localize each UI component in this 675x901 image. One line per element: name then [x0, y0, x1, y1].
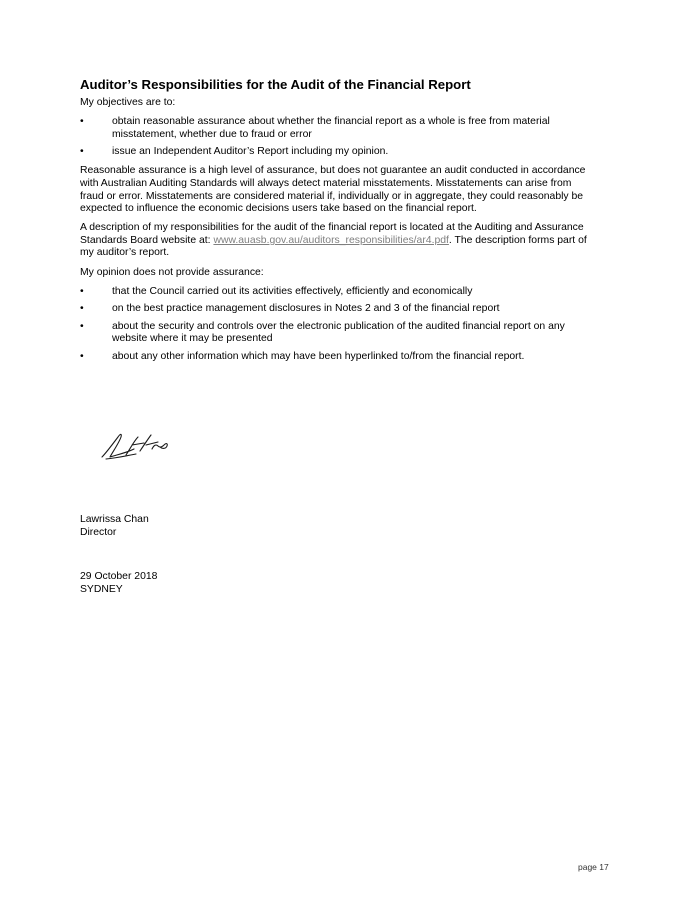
no-assurance-intro: My opinion does not provide assurance:	[80, 266, 264, 278]
reasonable-assurance-paragraph: Reasonable assurance is a high level of assurance, but does not guarantee an audit conducted in accordance with Australian Auditing Standards will always detect material misstatements. Misstatements can arise from fraud or error. Misstatements are considered material if, individually or in aggregate, they could reasonably be expected to influence the economic decisions users take based on the financial report.	[80, 165, 586, 215]
report-location: SYDNEY	[80, 583, 123, 595]
objectives-list	[80, 116, 595, 159]
bullet-icon: •	[80, 146, 84, 158]
list-item	[80, 146, 595, 159]
list-item-text: about any other information which may have been hyperlinked to/from the financial report.	[112, 351, 525, 362]
no-assurance-list	[80, 286, 595, 364]
list-item-text: on the best practice management disclosures in Notes 2 and 3 of the financial report	[112, 303, 500, 315]
list-item-text: obtain reasonable assurance about whether the financial report as a whole is free from material misstatement, whether due to fraud or error	[112, 116, 550, 140]
report-date: 29 October 2018	[80, 571, 158, 582]
signature-icon	[96, 425, 176, 465]
signatory-block	[80, 514, 149, 539]
bullet-icon: •	[80, 351, 84, 362]
page-number: page 17	[578, 862, 609, 872]
bullet-icon: •	[80, 320, 84, 332]
list-item	[80, 351, 595, 364]
signatory-title: Director	[80, 526, 117, 538]
list-item	[80, 303, 595, 316]
description-paragraph	[80, 222, 595, 260]
date-location-block	[80, 571, 157, 596]
signatory-name: Lawrissa Chan	[80, 514, 149, 525]
list-item	[80, 286, 595, 299]
bullet-icon: •	[80, 303, 84, 315]
list-item-text: issue an Independent Auditor’s Report including my opinion.	[112, 146, 389, 158]
bullet-icon: •	[80, 285, 84, 297]
objectives-intro: My objectives are to:	[80, 97, 176, 108]
list-item-text: about the security and controls over the electronic publication of the audited financial report on any website where it may be presented	[112, 320, 565, 345]
list-item	[80, 116, 595, 141]
description-text-before: A description of my responsibilities for the audit of the financial report is located at the Auditing and Assurance Standards Board website at:	[80, 222, 584, 246]
description-text-after: . The description forms part of my auditor’s report.	[80, 234, 587, 259]
list-item-text: that the Council carried out its activities effectively, efficiently and economically	[112, 285, 473, 297]
main-content	[80, 77, 595, 370]
section-heading: Auditor’s Responsibilities for the Audit of the Financial Report	[80, 77, 471, 92]
auasb-link[interactable]: www.auasb.gov.au/auditors_responsibilities/ar4.pdf	[213, 234, 449, 246]
bullet-icon: •	[80, 116, 84, 128]
list-item	[80, 321, 595, 346]
